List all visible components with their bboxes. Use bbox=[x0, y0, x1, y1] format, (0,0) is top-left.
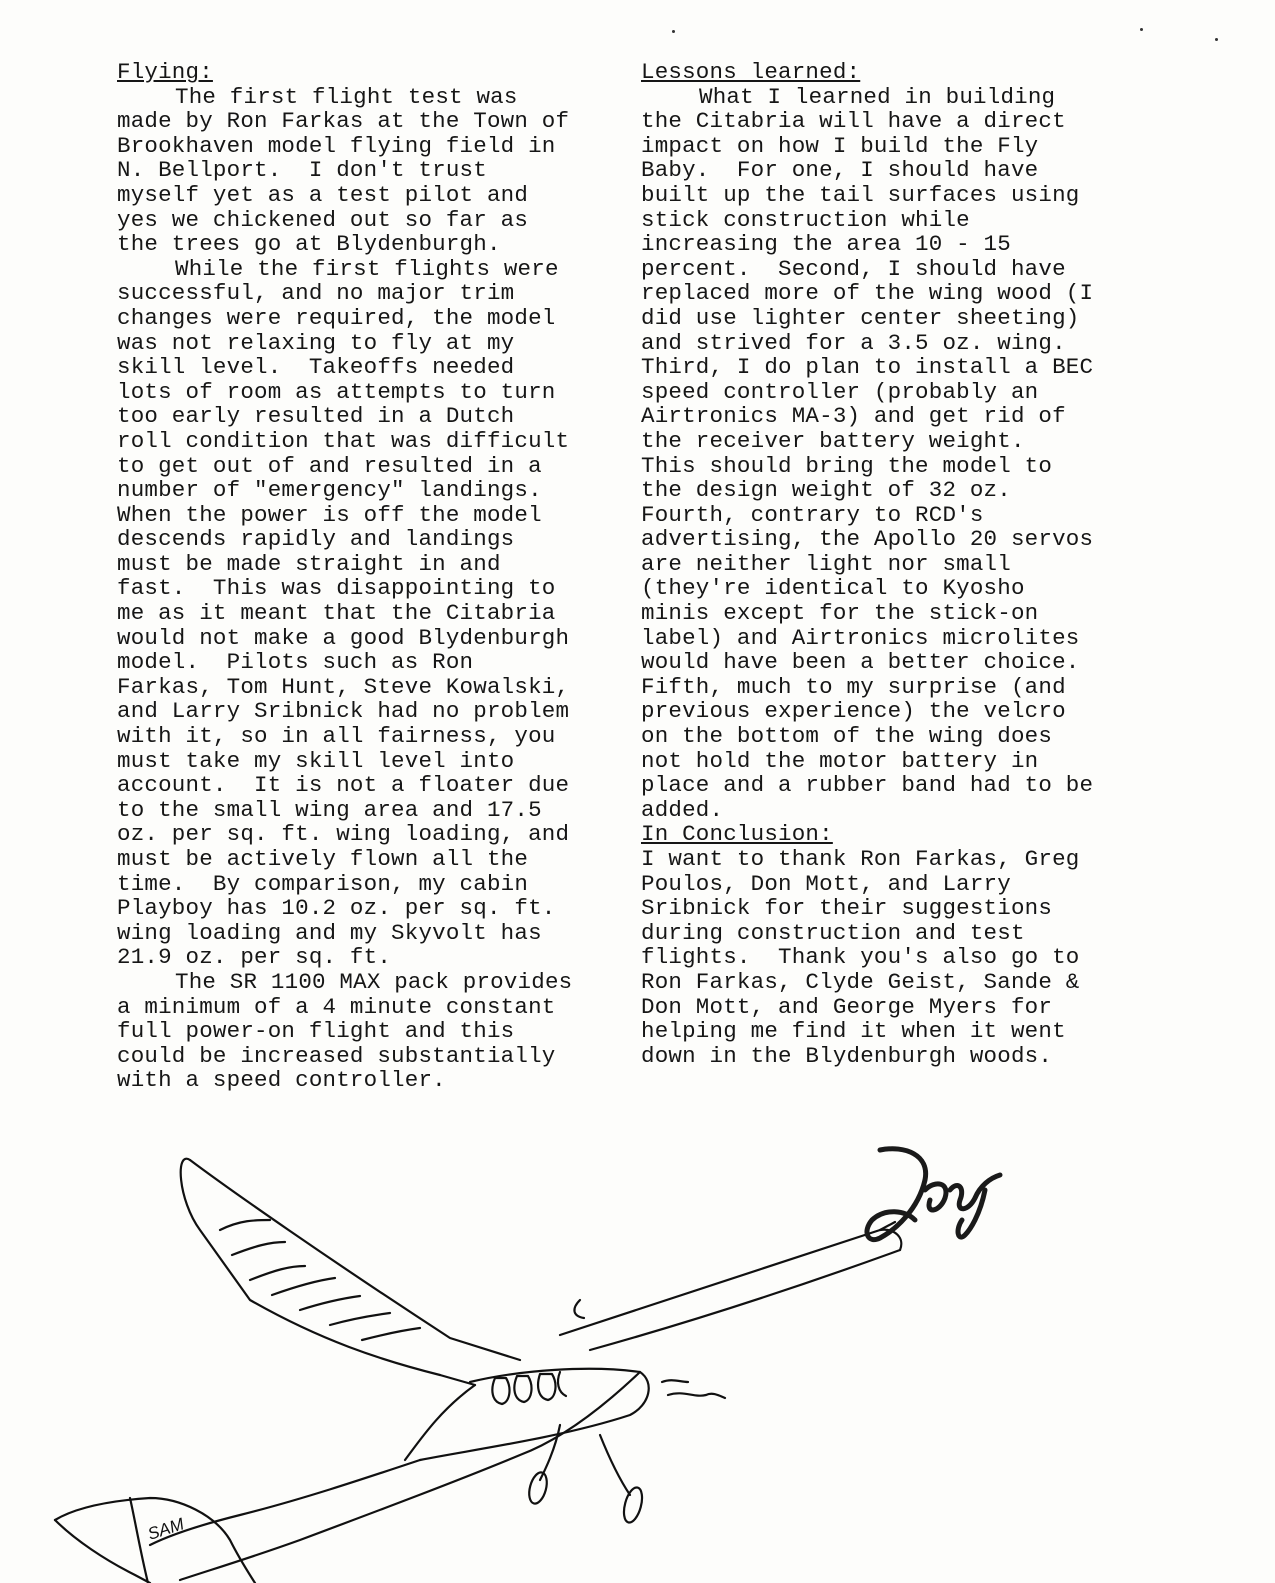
airplane-sketch bbox=[0, 1120, 1275, 1583]
text-line: could be increased substantially bbox=[117, 1042, 556, 1069]
text-line: fast. This was disappointing to bbox=[117, 575, 556, 602]
text-line: successful, and no major trim bbox=[117, 280, 515, 307]
text-line: too early resulted in a Dutch bbox=[117, 403, 515, 430]
text-line: the design weight of 32 oz. bbox=[641, 477, 1011, 504]
text-line: on the bottom of the wing does bbox=[641, 723, 1053, 750]
scan-speck bbox=[1140, 28, 1143, 31]
text-line: a minimum of a 4 minute constant bbox=[117, 993, 556, 1020]
text-line: Ron Farkas, Clyde Geist, Sande & bbox=[641, 968, 1080, 995]
lessons-section bbox=[641, 60, 1161, 1068]
text-line: The first flight test was bbox=[175, 83, 518, 110]
text-line: built up the tail surfaces using bbox=[641, 181, 1080, 208]
text-line: with a speed controller. bbox=[117, 1067, 446, 1094]
text-line: did use lighter center sheeting) bbox=[641, 304, 1080, 331]
section-heading-flying: Flying: bbox=[117, 59, 213, 85]
text-line: Farkas, Tom Hunt, Steve Kowalski, bbox=[117, 673, 570, 700]
text-line: changes were required, the model bbox=[117, 304, 556, 331]
text-line: me as it meant that the Citabria bbox=[117, 600, 556, 627]
text-line: speed controller (probably an bbox=[641, 378, 1039, 405]
text-line: to get out of and resulted in a bbox=[117, 452, 542, 479]
text-line: made by Ron Farkas at the Town of bbox=[117, 108, 570, 135]
text-line: 21.9 oz. per sq. ft. bbox=[117, 944, 392, 971]
text-line: oz. per sq. ft. wing loading, and bbox=[117, 821, 570, 848]
text-line: place and a rubber band had to be bbox=[641, 772, 1094, 799]
text-line: (they're identical to Kyosho bbox=[641, 575, 1025, 602]
window bbox=[538, 1374, 555, 1400]
text-line: number of "emergency" landings. bbox=[117, 477, 542, 504]
text-line: to the small wing area and 17.5 bbox=[117, 796, 542, 823]
text-line: lots of room as attempts to turn bbox=[117, 378, 556, 405]
text-line: the trees go at Blydenburgh. bbox=[117, 231, 501, 258]
text-line: Third, I do plan to install a BEC bbox=[641, 354, 1094, 381]
text-line: yes we chickened out so far as bbox=[117, 206, 529, 233]
text-line: Poulos, Don Mott, and Larry bbox=[641, 870, 1011, 897]
text-line: increasing the area 10 - 15 bbox=[641, 231, 1011, 258]
window bbox=[492, 1378, 509, 1404]
text-line: skill level. Takeoffs needed bbox=[117, 354, 515, 381]
fuselage-outline bbox=[420, 1369, 649, 1460]
text-line: Baby. For one, I should have bbox=[641, 157, 1039, 184]
text-line: must be actively flown all the bbox=[117, 846, 529, 872]
text-line: This should bring the model to bbox=[641, 452, 1053, 479]
text-line: minis except for the stick-on bbox=[641, 600, 1039, 627]
text-line: must be made straight in and bbox=[117, 550, 501, 577]
text-line: Fourth, contrary to RCD's bbox=[641, 501, 984, 528]
text-line: previous experience) the velcro bbox=[641, 698, 1066, 725]
text-line: added. bbox=[641, 796, 724, 823]
text-line: descends rapidly and landings bbox=[117, 526, 515, 553]
scan-speck bbox=[1215, 38, 1218, 41]
text-line: Sribnick for their suggestions bbox=[641, 895, 1053, 922]
text-line: Airtronics MA-3) and get rid of bbox=[641, 403, 1066, 430]
text-line: Playboy has 10.2 oz. per sq. ft. bbox=[117, 895, 556, 922]
text-line: flights. Thank you's also go to bbox=[641, 944, 1080, 971]
window bbox=[514, 1376, 531, 1402]
text-line: Brookhaven model flying field in bbox=[117, 132, 556, 159]
text-line: roll condition that was difficult bbox=[117, 427, 570, 454]
text-line: percent. Second, I should have bbox=[641, 255, 1066, 282]
text-line: would have been a better choice. bbox=[641, 649, 1080, 676]
text-line: the receiver battery weight. bbox=[641, 427, 1025, 454]
text-line: during construction and test bbox=[641, 919, 1025, 946]
text-line: I want to thank Ron Farkas, Greg bbox=[641, 846, 1080, 872]
text-line: When the power is off the model bbox=[117, 501, 542, 528]
text-line: model. Pilots such as Ron bbox=[117, 649, 474, 676]
text-line: wing loading and my Skyvolt has bbox=[117, 919, 542, 946]
text-line: The SR 1100 MAX pack provides bbox=[175, 968, 573, 995]
text-line: and Larry Sribnick had no problem bbox=[117, 698, 570, 725]
scan-speck bbox=[672, 30, 675, 33]
flying-section bbox=[117, 60, 637, 1093]
text-line: and strived for a 3.5 oz. wing. bbox=[641, 329, 1066, 356]
text-line: the Citabria will have a direct bbox=[641, 108, 1066, 135]
text-line: full power-on flight and this bbox=[117, 1018, 515, 1045]
text-line: myself yet as a test pilot and bbox=[117, 181, 529, 208]
section-heading-conclusion: In Conclusion: bbox=[641, 821, 833, 848]
text-line: was not relaxing to fly at my bbox=[117, 329, 515, 356]
text-line: account. It is not a floater due bbox=[117, 772, 570, 799]
text-line: are neither light nor small bbox=[641, 550, 1011, 577]
text-line: N. Bellport. I don't trust bbox=[117, 157, 487, 184]
text-line: with it, so in all fairness, you bbox=[117, 723, 556, 750]
section-heading-lessons: Lessons learned: bbox=[641, 59, 861, 85]
tail-lettering: SAM bbox=[145, 1514, 187, 1544]
text-line: Fifth, much to my surprise (and bbox=[641, 673, 1066, 700]
text-line: What I learned in building bbox=[699, 83, 1056, 110]
text-line: not hold the motor battery in bbox=[641, 747, 1039, 774]
text-line: Don Mott, and George Myers for bbox=[641, 993, 1053, 1020]
text-line: stick construction while bbox=[641, 206, 970, 233]
text-line: label) and Airtronics microlites bbox=[641, 624, 1080, 651]
text-line: must take my skill level into bbox=[117, 747, 515, 774]
text-line: advertising, the Apollo 20 servos bbox=[641, 526, 1094, 553]
text-line: helping me find it when it went bbox=[641, 1018, 1066, 1045]
text-line: impact on how I build the Fly bbox=[641, 132, 1039, 159]
text-line: down in the Blydenburgh woods. bbox=[641, 1042, 1053, 1069]
text-line: replaced more of the wing wood (I bbox=[641, 280, 1094, 307]
text-line: While the first flights were bbox=[175, 255, 559, 282]
text-line: time. By comparison, my cabin bbox=[117, 870, 529, 897]
text-line: would not make a good Blydenburgh bbox=[117, 624, 570, 651]
wing-outline bbox=[181, 1159, 440, 1375]
